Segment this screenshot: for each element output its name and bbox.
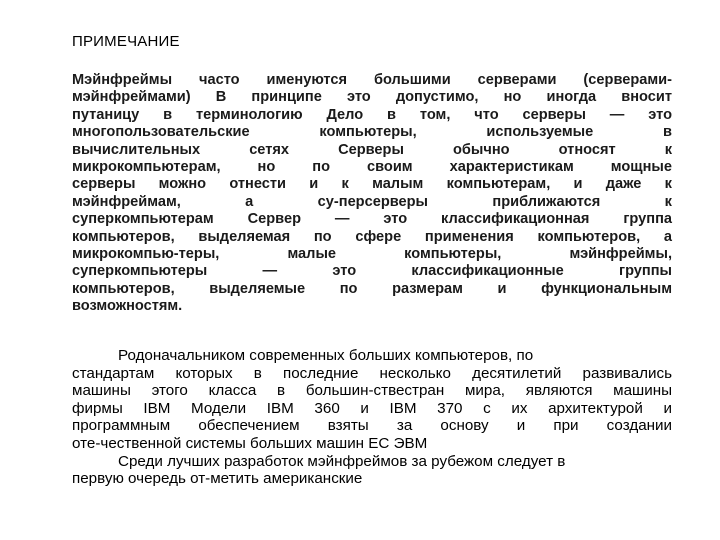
body-line: стандартам которых в последние несколько десятилетий развивались (72, 364, 672, 382)
note-line: вычислительных сетях Серверы обычно относят к (72, 141, 672, 158)
note-line: серверы можно отнести и к малым компьютерам, и даже к (72, 176, 672, 193)
body-line: Среди лучших разработок мэйнфреймов за рубежом следует в (118, 452, 566, 470)
body-line: фирмы IBM Модели IBM 360 и IBM 370 с их архитектурой и (72, 399, 672, 417)
note-line: возможностям. (72, 298, 183, 315)
body-paragraphs (72, 347, 672, 488)
note-line: Мэйнфреймы часто именуются большими серверами (серверами- (72, 72, 672, 88)
note-line: компьютеров, выделяемая по сфере применения компьютеров, а (72, 228, 672, 245)
note-paragraph (72, 72, 672, 316)
note-line: микрокомпью-теры, малые компьютеры, мэйнфреймы, (72, 246, 672, 263)
body-line: программным обеспечением взяты за основу и при создании (72, 417, 672, 435)
note-line: путаницу в терминологию Дело в том, что серверы — это (72, 106, 672, 123)
note-line: суперкомпьютерам Сервер — это классификационная группа (72, 211, 672, 228)
body-line: Родоначальником современных больших компьютеров, по (118, 347, 534, 364)
note-line: микрокомпьютерам, но по своим характеристикам мощные (72, 159, 672, 176)
note-line: компьютеров, выделяемые по размерам и функциональным (72, 280, 672, 297)
body-line: оте-чественной системы больших машин ЕС ЭВМ (72, 434, 428, 452)
note-line: мэйнфреймам, а су-персерверы приближаются к (72, 193, 672, 210)
page-title: ПРИМЕЧАНИЕ (72, 33, 180, 50)
note-line: многопользовательские компьютеры, используемые в (72, 124, 672, 141)
body-line: машины этого класса в большин-ствестран мира, являются машины (72, 382, 672, 400)
body-line: первую очередь от-метить американские (72, 470, 363, 488)
note-line: мэйнфреймами) В принципе это допустимо, но иногда вносит (72, 89, 672, 106)
note-line: суперкомпьютеры — это классификационные группы (72, 263, 672, 280)
